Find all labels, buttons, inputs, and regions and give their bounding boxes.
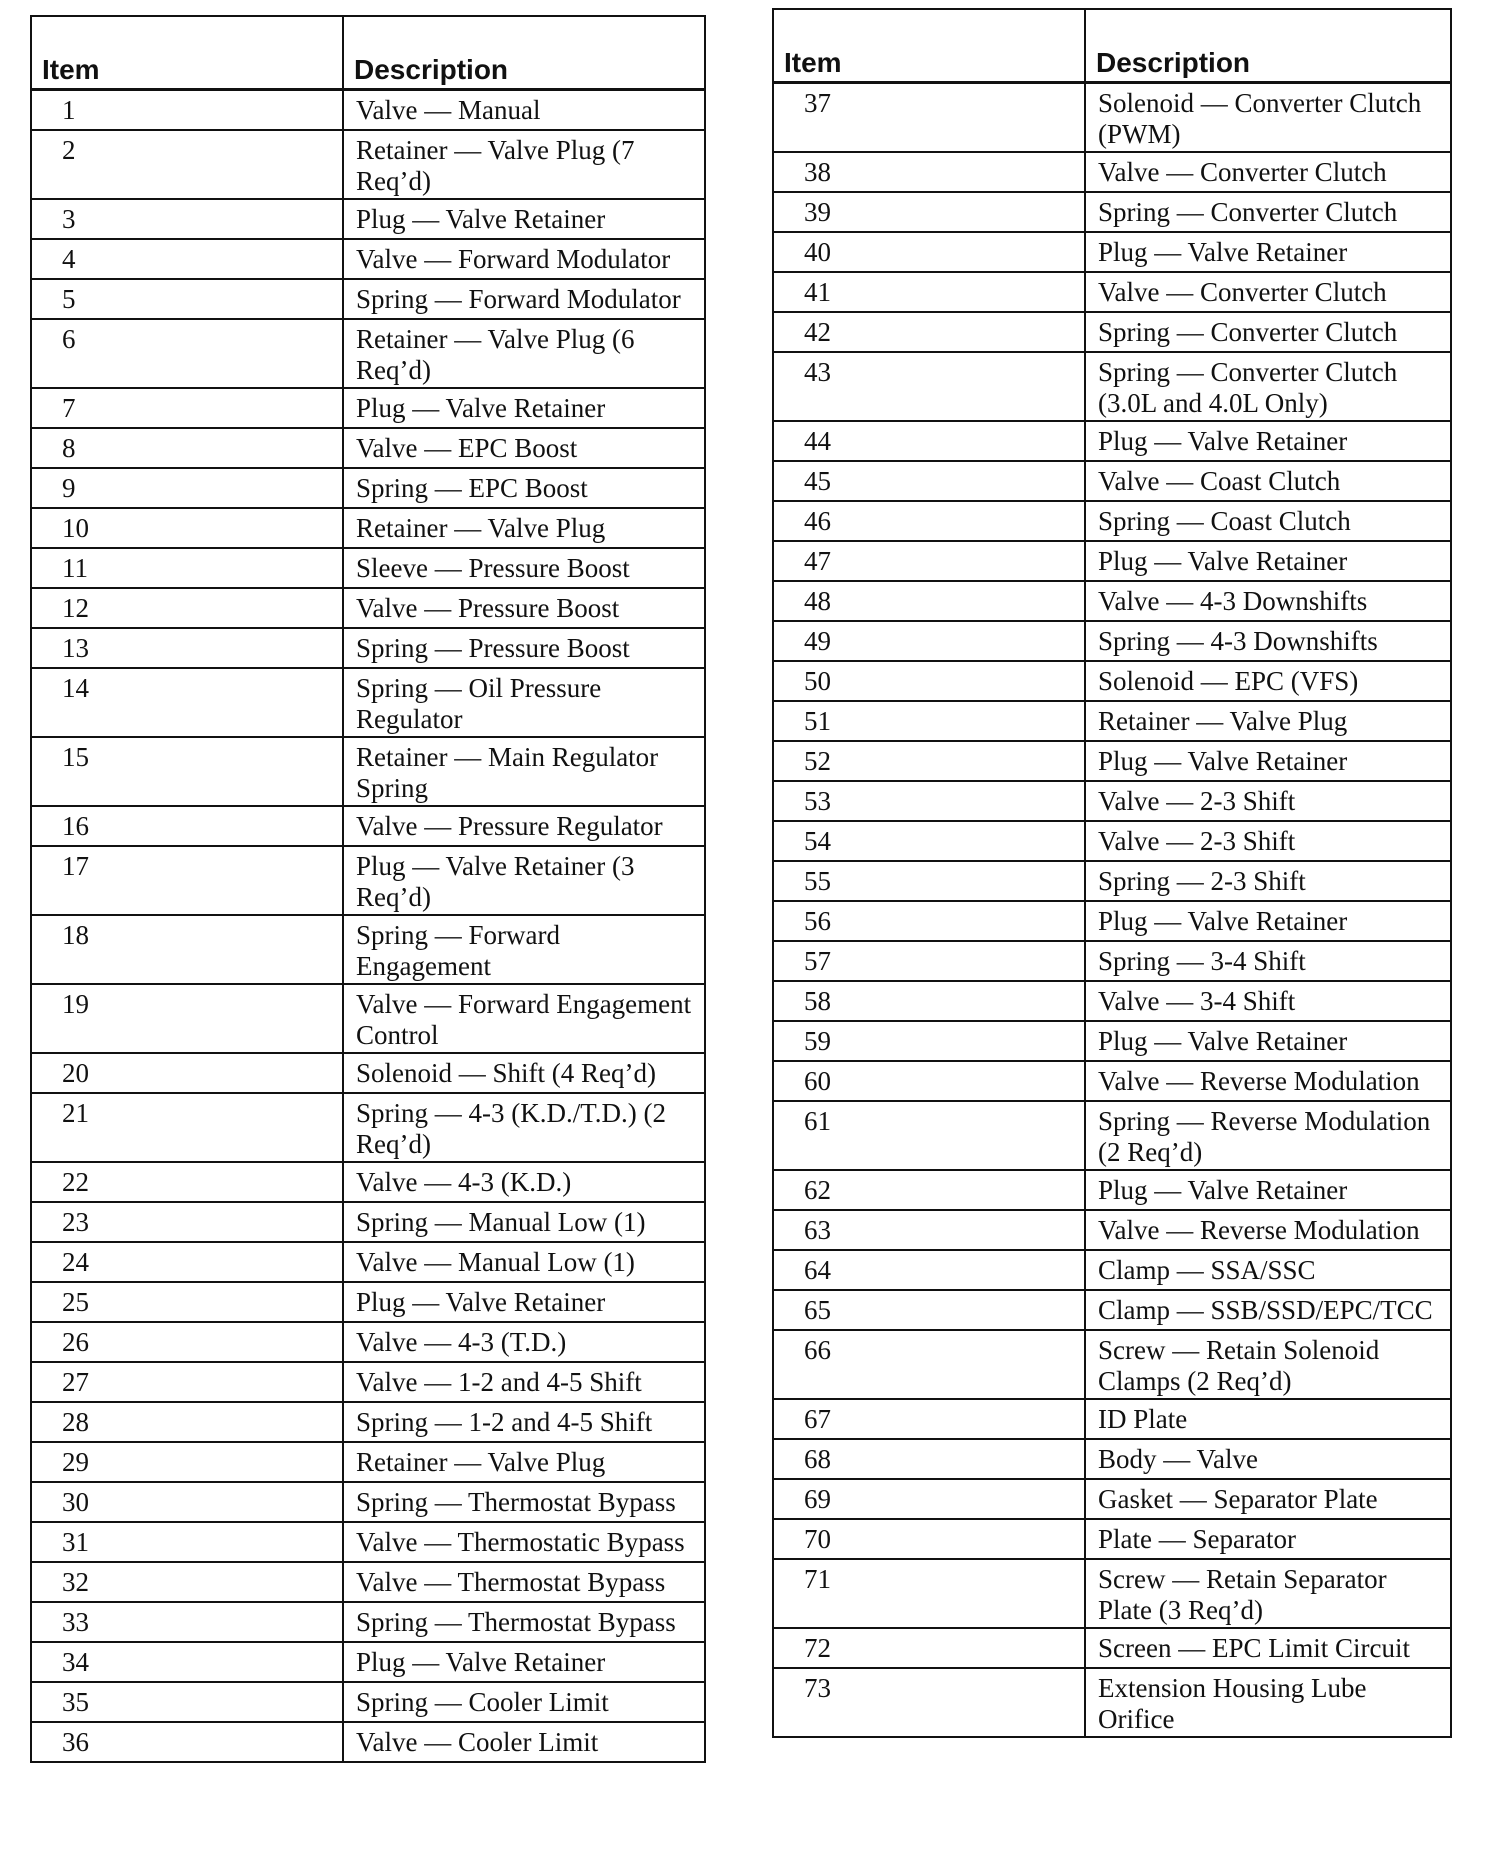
item-description: Spring — Forward Modulator [343, 279, 705, 319]
item-description: Spring — 4-3 (K.D./T.D.) (2 Req’d) [343, 1093, 705, 1162]
table-row [31, 279, 705, 319]
item-number: 7 [31, 388, 343, 428]
table-row [31, 388, 705, 428]
item-description: Valve — Thermostatic Bypass [343, 1522, 705, 1562]
table-row [773, 312, 1451, 352]
item-number: 63 [773, 1210, 1085, 1250]
item-description: Spring — Thermostat Bypass [343, 1602, 705, 1642]
item-number: 65 [773, 1290, 1085, 1330]
item-number: 8 [31, 428, 343, 468]
item-number: 13 [31, 628, 343, 668]
item-number: 69 [773, 1479, 1085, 1519]
item-number: 55 [773, 861, 1085, 901]
item-description: Plug — Valve Retainer [1085, 541, 1451, 581]
item-number: 60 [773, 1061, 1085, 1101]
item-description: Spring — Converter Clutch [1085, 312, 1451, 352]
table-row [773, 661, 1451, 701]
table-row [31, 915, 705, 984]
item-description: Plug — Valve Retainer [343, 1642, 705, 1682]
table-row [773, 621, 1451, 661]
item-number: 4 [31, 239, 343, 279]
item-number: 67 [773, 1399, 1085, 1439]
item-description: Plug — Valve Retainer [1085, 741, 1451, 781]
item-number: 59 [773, 1021, 1085, 1061]
item-number: 49 [773, 621, 1085, 661]
table-row [773, 1628, 1451, 1668]
item-column-header: Item [773, 9, 1085, 83]
table-row [773, 1519, 1451, 1559]
item-column-header: Item [31, 16, 343, 90]
item-number: 36 [31, 1722, 343, 1762]
table-row [31, 1053, 705, 1093]
item-description: Plate — Separator [1085, 1519, 1451, 1559]
table-row [773, 1668, 1451, 1737]
item-description: Screw — Retain Separator Plate (3 Req’d) [1085, 1559, 1451, 1628]
table-row [773, 1330, 1451, 1399]
item-number: 66 [773, 1330, 1085, 1399]
item-number: 18 [31, 915, 343, 984]
item-number: 2 [31, 130, 343, 199]
item-number: 31 [31, 1522, 343, 1562]
table-row [773, 1479, 1451, 1519]
item-description: Valve — 4-3 (K.D.) [343, 1162, 705, 1202]
item-description: Spring — Converter Clutch [1085, 192, 1451, 232]
table-row [773, 421, 1451, 461]
table-row [773, 83, 1451, 153]
item-description: Plug — Valve Retainer [343, 199, 705, 239]
item-description: Solenoid — EPC (VFS) [1085, 661, 1451, 701]
item-number: 10 [31, 508, 343, 548]
item-number: 6 [31, 319, 343, 388]
item-description: Clamp — SSB/SSD/EPC/TCC [1085, 1290, 1451, 1330]
item-number: 32 [31, 1562, 343, 1602]
item-number: 38 [773, 152, 1085, 192]
parts-table-left-body [31, 90, 705, 1763]
item-number: 26 [31, 1322, 343, 1362]
item-description: Plug — Valve Retainer (3 Req’d) [343, 846, 705, 915]
item-number: 3 [31, 199, 343, 239]
item-number: 56 [773, 901, 1085, 941]
item-description: Spring — 1-2 and 4-5 Shift [343, 1402, 705, 1442]
item-description: Valve — 4-3 (T.D.) [343, 1322, 705, 1362]
item-description: Valve — Reverse Modulation [1085, 1210, 1451, 1250]
item-number: 20 [31, 1053, 343, 1093]
item-description: Retainer — Valve Plug [343, 1442, 705, 1482]
table-header-row [773, 9, 1451, 83]
item-description: Valve — EPC Boost [343, 428, 705, 468]
item-number: 24 [31, 1242, 343, 1282]
item-description: Valve — Reverse Modulation [1085, 1061, 1451, 1101]
table-row [773, 1250, 1451, 1290]
item-number: 61 [773, 1101, 1085, 1170]
item-number: 9 [31, 468, 343, 508]
item-number: 41 [773, 272, 1085, 312]
item-number: 37 [773, 83, 1085, 153]
table-row [31, 846, 705, 915]
table-row [773, 941, 1451, 981]
table-row [773, 272, 1451, 312]
item-description: Body — Valve [1085, 1439, 1451, 1479]
table-row [31, 1442, 705, 1482]
item-number: 15 [31, 737, 343, 806]
table-row [773, 821, 1451, 861]
item-number: 33 [31, 1602, 343, 1642]
table-row [31, 548, 705, 588]
parts-table-right-body [773, 83, 1451, 1738]
table-row [773, 152, 1451, 192]
parts-table-left [30, 15, 706, 1763]
table-row [773, 461, 1451, 501]
item-number: 28 [31, 1402, 343, 1442]
parts-table-right [772, 8, 1452, 1738]
table-row [31, 319, 705, 388]
table-row [31, 1642, 705, 1682]
item-description: Spring — EPC Boost [343, 468, 705, 508]
item-description: Spring — Pressure Boost [343, 628, 705, 668]
table-row [31, 806, 705, 846]
item-number: 72 [773, 1628, 1085, 1668]
item-description: Plug — Valve Retainer [1085, 901, 1451, 941]
item-description: Valve — Thermostat Bypass [343, 1562, 705, 1602]
item-description: Valve — 3-4 Shift [1085, 981, 1451, 1021]
item-description: Spring — Reverse Modulation (2 Req’d) [1085, 1101, 1451, 1170]
item-description: Clamp — SSA/SSC [1085, 1250, 1451, 1290]
table-row [31, 1242, 705, 1282]
item-description: Valve — Converter Clutch [1085, 272, 1451, 312]
item-number: 45 [773, 461, 1085, 501]
item-description: Spring — Oil Pressure Regulator [343, 668, 705, 737]
table-row [773, 541, 1451, 581]
item-description: Sleeve — Pressure Boost [343, 548, 705, 588]
item-number: 35 [31, 1682, 343, 1722]
item-description: Gasket — Separator Plate [1085, 1479, 1451, 1519]
table-row [31, 1402, 705, 1442]
table-row [31, 428, 705, 468]
table-row [773, 501, 1451, 541]
item-description: Screw — Retain Solenoid Clamps (2 Req’d) [1085, 1330, 1451, 1399]
table-header-row [31, 16, 705, 90]
item-description: Valve — Forward Engagement Control [343, 984, 705, 1053]
item-description: Valve — Forward Modulator [343, 239, 705, 279]
item-number: 44 [773, 421, 1085, 461]
item-description: Valve — Coast Clutch [1085, 461, 1451, 501]
table-row [31, 668, 705, 737]
item-number: 57 [773, 941, 1085, 981]
item-description: Valve — 4-3 Downshifts [1085, 581, 1451, 621]
item-description: Plug — Valve Retainer [343, 1282, 705, 1322]
item-description: Spring — 3-4 Shift [1085, 941, 1451, 981]
table-row [773, 1399, 1451, 1439]
table-row [31, 90, 705, 131]
item-number: 50 [773, 661, 1085, 701]
item-description: Valve — 2-3 Shift [1085, 821, 1451, 861]
item-description: Valve — Manual Low (1) [343, 1242, 705, 1282]
item-number: 58 [773, 981, 1085, 1021]
item-description: Valve — Cooler Limit [343, 1722, 705, 1762]
item-description: Spring — Forward Engagement [343, 915, 705, 984]
table-row [31, 1362, 705, 1402]
table-row [773, 741, 1451, 781]
item-number: 68 [773, 1439, 1085, 1479]
table-row [773, 1439, 1451, 1479]
item-number: 42 [773, 312, 1085, 352]
item-number: 73 [773, 1668, 1085, 1737]
table-row [31, 1282, 705, 1322]
item-number: 51 [773, 701, 1085, 741]
table-row [31, 1562, 705, 1602]
table-row [773, 1101, 1451, 1170]
item-description: Valve — Pressure Boost [343, 588, 705, 628]
table-row [773, 1170, 1451, 1210]
item-description: Spring — Coast Clutch [1085, 501, 1451, 541]
item-description: Retainer — Valve Plug (6 Req’d) [343, 319, 705, 388]
table-row [773, 1210, 1451, 1250]
table-row [31, 1482, 705, 1522]
item-description: Retainer — Valve Plug [1085, 701, 1451, 741]
item-number: 39 [773, 192, 1085, 232]
table-row [773, 352, 1451, 421]
item-number: 53 [773, 781, 1085, 821]
item-description: Plug — Valve Retainer [1085, 1170, 1451, 1210]
description-column-header: Description [1085, 9, 1451, 83]
table-row [31, 1602, 705, 1642]
item-number: 17 [31, 846, 343, 915]
item-number: 16 [31, 806, 343, 846]
table-row [31, 1093, 705, 1162]
table-row [31, 1722, 705, 1762]
item-description: Retainer — Valve Plug [343, 508, 705, 548]
table-row [773, 901, 1451, 941]
item-description: Spring — Cooler Limit [343, 1682, 705, 1722]
item-number: 43 [773, 352, 1085, 421]
item-number: 54 [773, 821, 1085, 861]
item-number: 14 [31, 668, 343, 737]
table-row [773, 861, 1451, 901]
item-description: Plug — Valve Retainer [343, 388, 705, 428]
table-row [31, 588, 705, 628]
item-number: 40 [773, 232, 1085, 272]
item-description: Valve — Manual [343, 90, 705, 131]
table-row [31, 1162, 705, 1202]
item-number: 27 [31, 1362, 343, 1402]
table-row [773, 581, 1451, 621]
item-number: 64 [773, 1250, 1085, 1290]
item-number: 12 [31, 588, 343, 628]
item-description: Plug — Valve Retainer [1085, 421, 1451, 461]
item-number: 23 [31, 1202, 343, 1242]
table-row [31, 468, 705, 508]
item-description: Valve — 1-2 and 4-5 Shift [343, 1362, 705, 1402]
item-number: 29 [31, 1442, 343, 1482]
table-row [773, 981, 1451, 1021]
item-description: Plug — Valve Retainer [1085, 232, 1451, 272]
table-row [31, 508, 705, 548]
item-description: Extension Housing Lube Orifice [1085, 1668, 1451, 1737]
table-row [773, 781, 1451, 821]
item-description: Valve — 2-3 Shift [1085, 781, 1451, 821]
item-description: Spring — Converter Clutch (3.0L and 4.0L Only) [1085, 352, 1451, 421]
item-number: 46 [773, 501, 1085, 541]
table-row [31, 1682, 705, 1722]
item-number: 34 [31, 1642, 343, 1682]
table-row [773, 701, 1451, 741]
item-description: Solenoid — Converter Clutch (PWM) [1085, 83, 1451, 153]
item-number: 22 [31, 1162, 343, 1202]
item-number: 21 [31, 1093, 343, 1162]
table-row [773, 232, 1451, 272]
table-row [773, 1559, 1451, 1628]
item-description: Solenoid — Shift (4 Req’d) [343, 1053, 705, 1093]
table-row [773, 1061, 1451, 1101]
item-description: Plug — Valve Retainer [1085, 1021, 1451, 1061]
item-description: Valve — Pressure Regulator [343, 806, 705, 846]
item-number: 71 [773, 1559, 1085, 1628]
item-number: 1 [31, 90, 343, 131]
table-row [773, 192, 1451, 232]
table-row [31, 737, 705, 806]
item-number: 30 [31, 1482, 343, 1522]
item-description: Valve — Converter Clutch [1085, 152, 1451, 192]
item-number: 70 [773, 1519, 1085, 1559]
table-row [773, 1021, 1451, 1061]
item-number: 11 [31, 548, 343, 588]
item-number: 5 [31, 279, 343, 319]
item-number: 62 [773, 1170, 1085, 1210]
table-row [31, 1202, 705, 1242]
item-number: 52 [773, 741, 1085, 781]
item-number: 48 [773, 581, 1085, 621]
table-row [773, 1290, 1451, 1330]
table-row [31, 628, 705, 668]
item-description: Spring — 2-3 Shift [1085, 861, 1451, 901]
table-row [31, 239, 705, 279]
item-number: 25 [31, 1282, 343, 1322]
item-description: ID Plate [1085, 1399, 1451, 1439]
item-description: Screen — EPC Limit Circuit [1085, 1628, 1451, 1668]
item-description: Retainer — Valve Plug (7 Req’d) [343, 130, 705, 199]
table-row [31, 199, 705, 239]
item-number: 19 [31, 984, 343, 1053]
table-row [31, 1322, 705, 1362]
table-row [31, 1522, 705, 1562]
description-column-header: Description [343, 16, 705, 90]
item-description: Retainer — Main Regulator Spring [343, 737, 705, 806]
table-row [31, 130, 705, 199]
item-description: Spring — Manual Low (1) [343, 1202, 705, 1242]
item-description: Spring — Thermostat Bypass [343, 1482, 705, 1522]
item-number: 47 [773, 541, 1085, 581]
table-row [31, 984, 705, 1053]
item-description: Spring — 4-3 Downshifts [1085, 621, 1451, 661]
